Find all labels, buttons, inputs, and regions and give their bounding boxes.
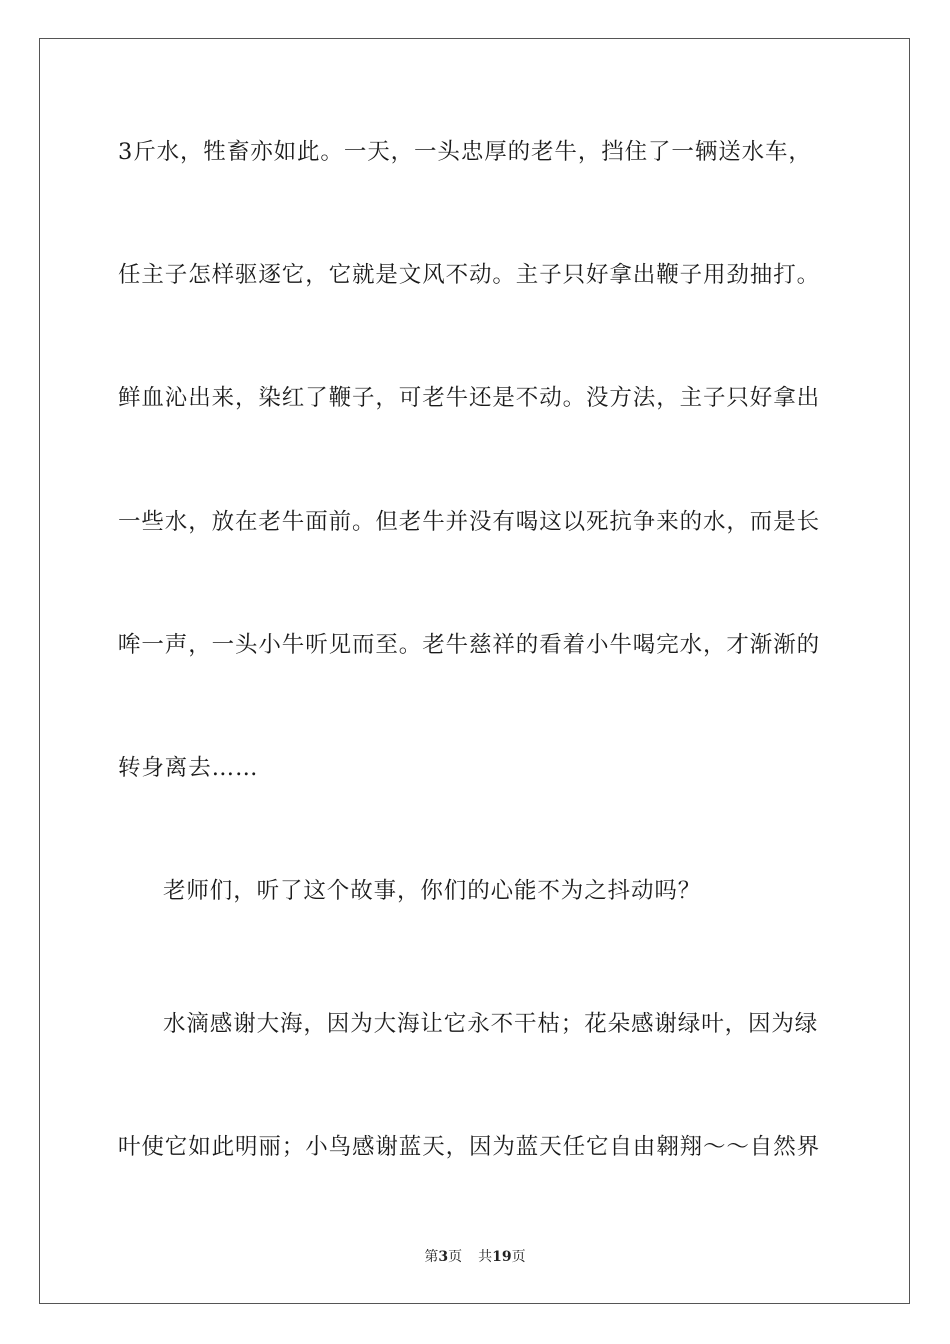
current-page-number: 3 — [438, 1249, 449, 1265]
footer-page-suffix: 页 — [448, 1249, 463, 1265]
total-page-count: 19 — [492, 1249, 512, 1265]
page-footer — [0, 1247, 950, 1267]
paragraph-gratitude-line-1: 水滴感谢大海，因为大海让它永不干枯；花朵感谢绿叶，因为绿 — [163, 1011, 819, 1037]
paragraph-question: 老师们，听了这个故事，你们的心能不为之抖动吗？ — [163, 878, 702, 904]
text-line-4: 一些水，放在老牛面前。但老牛并没有喝这以死抗争来的水，而是长 — [118, 509, 821, 535]
text-line-1: 3斤水，牲畜亦如此。一天，一头忠厚的老牛，挡住了一辆送水车， — [118, 139, 812, 165]
text-line-3: 鲜血沁出来，染红了鞭子，可老牛还是不动。没方法，主子只好拿出 — [118, 385, 821, 411]
paragraph-gratitude-line-2: 叶使它如此明丽；小鸟感谢蓝天，因为蓝天任它自由翱翔～～自然界 — [118, 1134, 821, 1160]
text-line-5: 哞一声，一头小牛听见而至。老牛慈祥的看着小牛喝完水，才渐渐的 — [118, 632, 821, 658]
footer-total-prefix: 共 — [478, 1249, 493, 1265]
page-border — [39, 38, 910, 1304]
footer-total-suffix: 页 — [511, 1249, 526, 1265]
text-line-6: 转身离去…… — [118, 755, 259, 781]
footer-prefix: 第 — [424, 1249, 439, 1265]
text-line-2: 任主子怎样驱逐它，它就是文风不动。主子只好拿出鞭子用劲抽打。 — [118, 262, 821, 288]
